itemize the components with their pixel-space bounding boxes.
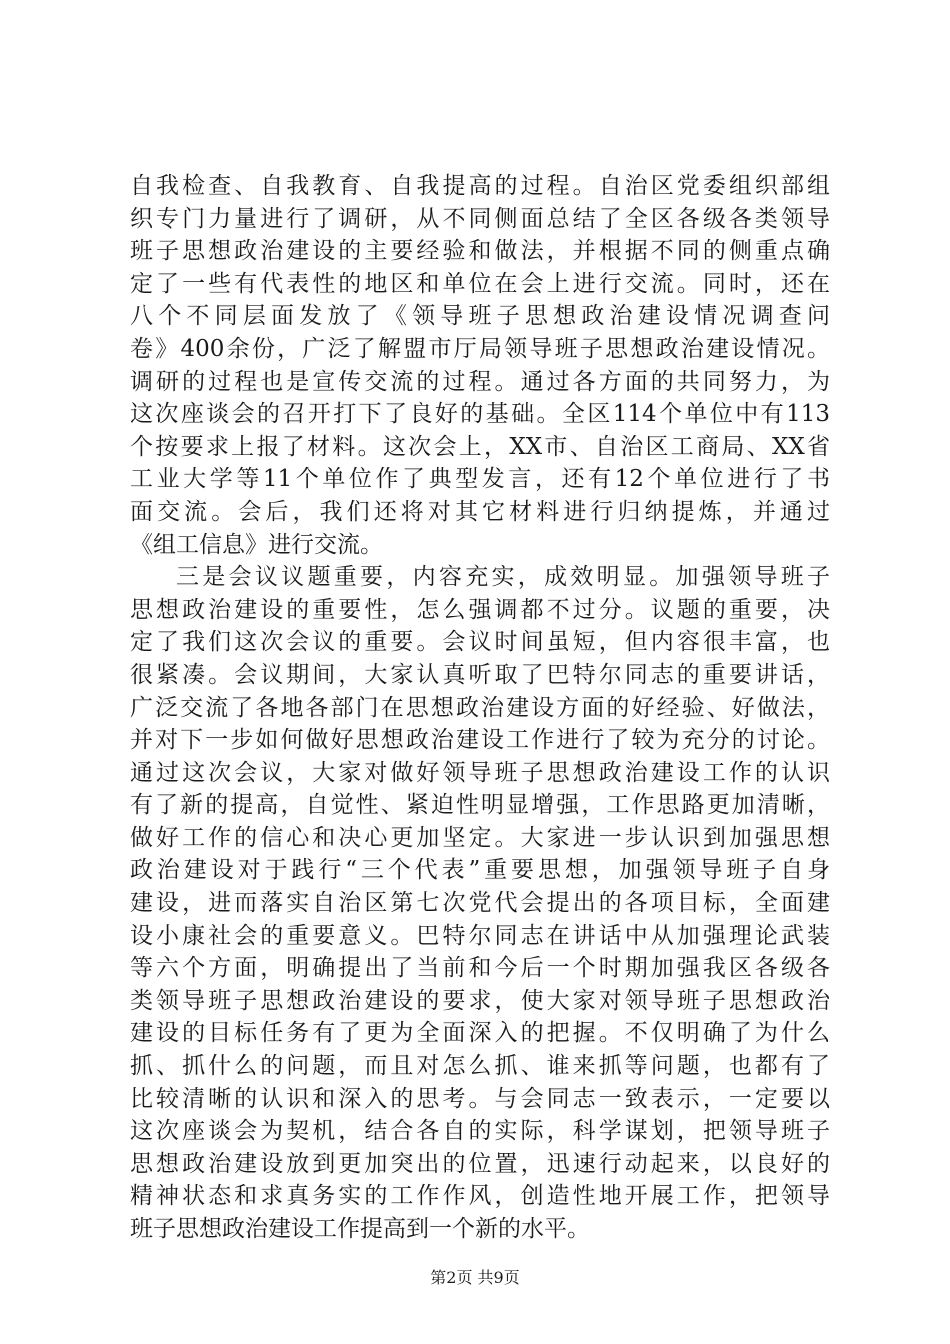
text-line: 抓、抓什么的问题，而且对怎么抓、谁来抓等问题，也都有了 <box>130 1053 830 1080</box>
text-line: 调研的过程也是宣传交流的过程。通过各方面的共同努力，为 <box>130 368 830 395</box>
text-line: 班子思想政治建设的主要经验和做法，并根据不同的侧重点确 <box>130 238 830 265</box>
text-line: 很紧凑。会议期间，大家认真听取了巴特尔同志的重要讲话， <box>130 661 830 688</box>
text-line: 班子思想政治建设工作提高到一个新的水平。 <box>130 1216 590 1242</box>
text-line: 面交流。会后，我们还将对其它材料进行归纳提炼，并通过 <box>130 498 830 525</box>
text-line: 广泛交流了各地各部门在思想政治建设方面的好经验、好做法， <box>130 694 830 721</box>
text-line: 工业大学等11个单位作了典型发言，还有12个单位进行了书 <box>130 466 830 493</box>
text-line: 定了我们这次会议的重要。会议时间虽短，但内容很丰富，也 <box>130 629 830 656</box>
text-line: 通过这次会议，大家对做好领导班子思想政治建设工作的认识 <box>130 759 830 786</box>
text-line: 做好工作的信心和决心更加坚定。大家进一步认识到加强思想 <box>130 824 830 851</box>
body-text <box>130 170 830 1246</box>
page-number: 第2页 共9页 <box>430 1268 520 1287</box>
text-line: 《组工信息》进行交流。 <box>130 531 383 558</box>
text-line: 这次座谈会为契机，结合各自的实际，科学谋划，把领导班子 <box>130 1118 830 1145</box>
text-line: 自我检查、自我教育、自我提高的过程。自治区党委组织部组 <box>130 173 830 199</box>
text-line: 等六个方面，明确提出了当前和今后一个时期加强我区各级各 <box>130 955 830 982</box>
paragraph-1 <box>130 170 830 561</box>
text-line: 八个不同层面发放了《领导班子思想政治建设情况调查问 <box>130 303 830 330</box>
text-line: 类领导班子思想政治建设的要求，使大家对领导班子思想政治 <box>130 987 830 1014</box>
text-line: 政治建设对于践行“三个代表”重要思想，加强领导班子自身 <box>130 857 830 884</box>
text-line: 建设的目标任务有了更为全面深入的把握。不仅明确了为什么 <box>130 1020 830 1047</box>
text-line: 卷》400余份，广泛了解盟市厅局领导班子思想政治建设情况。 <box>130 335 830 362</box>
text-line: 有了新的提高，自觉性、紧迫性明显增强，工作思路更加清晰， <box>130 792 830 819</box>
text-line: 设小康社会的重要意义。巴特尔同志在讲话中从加强理论武装 <box>130 922 830 949</box>
text-line: 思想政治建设放到更加突出的位置，迅速行动起来，以良好的 <box>130 1150 830 1177</box>
text-line: 精神状态和求真务实的工作作风，创造性地开展工作，把领导 <box>130 1183 830 1210</box>
text-line: 三是会议议题重要，内容充实，成效明显。加强领导班子 <box>176 564 830 591</box>
paragraph-2 <box>130 561 830 1245</box>
text-line: 这次座谈会的召开打下了良好的基础。全区114个单位中有113 <box>130 401 830 428</box>
text-line: 建设，进而落实自治区第七次党代会提出的各项目标，全面建 <box>130 890 830 917</box>
text-line: 织专门力量进行了调研，从不同侧面总结了全区各级各类领导 <box>130 205 830 232</box>
text-line: 个按要求上报了材料。这次会上，XX市、自治区工商局、XX省 <box>130 433 830 460</box>
text-line: 并对下一步如何做好思想政治建设工作进行了较为充分的讨论。 <box>130 727 830 754</box>
text-line: 定了一些有代表性的地区和单位在会上进行交流。同时，还在 <box>130 270 830 297</box>
text-line: 思想政治建设的重要性，怎么强调都不过分。议题的重要，决 <box>130 596 830 623</box>
text-line: 比较清晰的认识和深入的思考。与会同志一致表示，一定要以 <box>130 1085 830 1112</box>
